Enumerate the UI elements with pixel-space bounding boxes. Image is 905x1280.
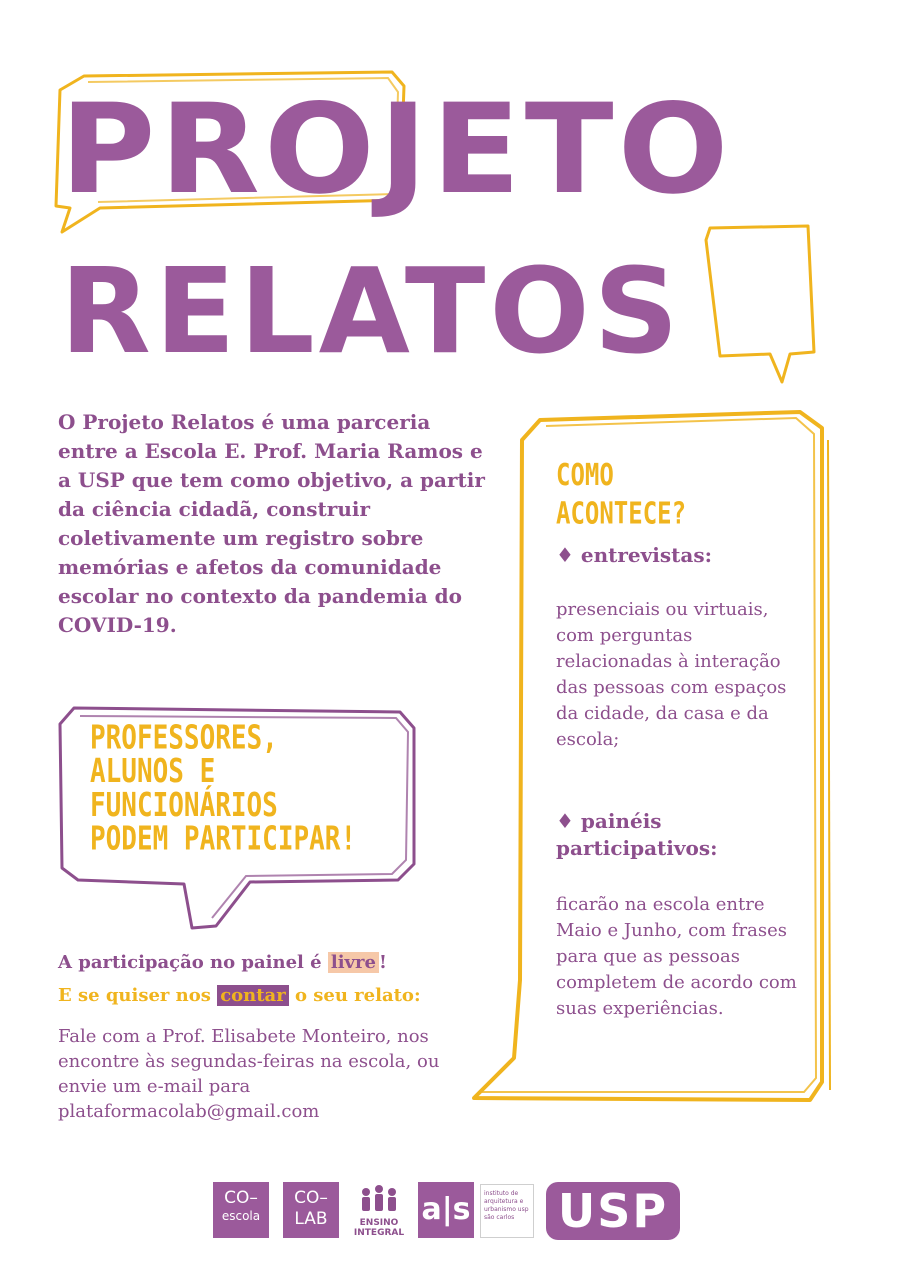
logo-text: LAB xyxy=(294,1209,328,1229)
logo-text: INTEGRAL xyxy=(353,1228,405,1238)
callout-line: FUNCIONÁRIOS xyxy=(90,787,278,825)
section-heading-paineis: ♦ painéis participativos: xyxy=(556,809,718,860)
sidebar-title xyxy=(556,456,686,534)
logo-text: ENSINO xyxy=(359,1218,399,1228)
iau-logo-text: instituto de arquitetura e urbanismo usp são carlos xyxy=(484,1190,529,1221)
participation-text: A participação no painel é xyxy=(58,952,328,973)
section-body-paineis: ficarão na escola entre Maio e Junho, com frases para que as pessoas completem de acordo com suas experiências. xyxy=(556,894,797,1019)
contact-paragraph: Fale com a Prof. Elisabete Monteiro, nos encontre às segundas-feiras na escola, ou envie um e-mail para plataformacolab@gmail.com xyxy=(58,1026,440,1122)
coescola-logo xyxy=(213,1182,269,1238)
callout-line: PODEM PARTICIPAR! xyxy=(90,820,357,859)
participation-text: o seu relato: xyxy=(288,985,421,1006)
title-projeto: PROJETO xyxy=(60,78,733,222)
callout-line: PROFESSORES, xyxy=(90,719,278,757)
participation-block xyxy=(58,946,498,1012)
highlight-contar: contar xyxy=(217,985,289,1006)
title-small-bubble-outline xyxy=(706,226,814,382)
callout-line: ALUNOS E xyxy=(90,753,216,791)
section-heading-entrevistas: ♦ entrevistas: xyxy=(556,543,712,567)
participation-line-free xyxy=(58,946,498,979)
iau-mark-logo: a|s xyxy=(418,1182,474,1238)
colab-logo xyxy=(283,1182,339,1238)
partner-logos xyxy=(0,1182,905,1242)
usp-logo: USP xyxy=(557,1184,669,1238)
intro-paragraph: O Projeto Relatos é uma parceria entre a Escola E. Prof. Maria Ramos e a USP que tem como objetivo, a partir da ciência cidadã, construir coletivamente um registro sobre memórias e afetos da comunidade escolar no contexto da pandemia do COVID-19. xyxy=(58,410,485,637)
section-body-entrevistas: presenciais ou virtuais, com perguntas relacionadas à interação das pessoas com espaços da cidade, da casa e da escola; xyxy=(556,599,787,750)
callout-text xyxy=(90,719,357,859)
logo-text: CO– xyxy=(294,1188,328,1208)
participation-text: ! xyxy=(378,952,387,973)
title-relatos: RELATOS xyxy=(60,242,683,380)
ensino-integral-logo xyxy=(344,1218,414,1238)
participation-text: E se quiser nos xyxy=(58,985,218,1006)
participation-line-tell xyxy=(58,979,498,1012)
logo-text: escola xyxy=(221,1209,261,1223)
sidebar-title-line: ACONTECE? xyxy=(556,496,687,531)
logo-text: CO– xyxy=(224,1188,258,1208)
sidebar-title-line: COMO xyxy=(556,457,614,493)
highlight-livre: livre xyxy=(328,952,379,973)
